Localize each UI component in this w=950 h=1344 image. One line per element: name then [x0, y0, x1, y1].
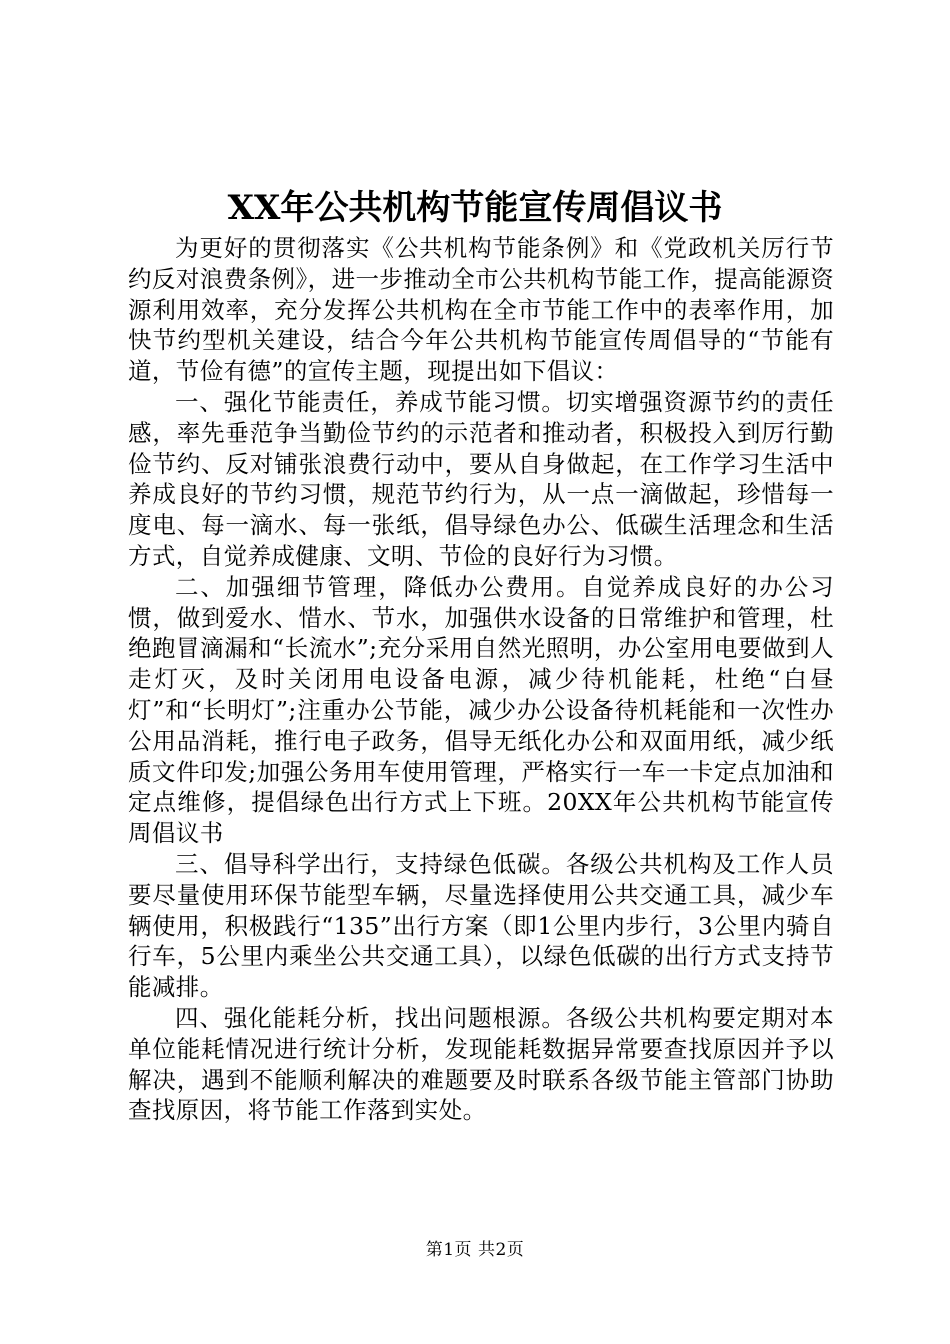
paragraph-item-1: 一、强化节能责任，养成节能习惯。切实增强资源节约的责任感，率先垂范争当勤俭节约的示范者和推动者，积极投入到厉行勤俭节约、反对铺张浪费行动中，要从自身做起，在工作学习生活中养成良好的节约习惯，规范节约行为，从一点一滴做起，珍惜每一度电、每一滴水、每一张纸，倡导绿色办公、低碳生活理念和生活方式，自觉养成健康、文明、节俭的良好行为习惯。 — [128, 387, 834, 570]
paragraph-item-3: 三、倡导科学出行，支持绿色低碳。各级公共机构及工作人员要尽量使用环保节能型车辆，尽量选择使用公共交通工具，减少车辆使用，积极践行“135”出行方案（即1公里内步行，3公里内骑自行车，5公里内乘坐公共交通工具），以绿色低碳的出行方式支持节能减排。 — [128, 849, 834, 1002]
document-body — [128, 233, 834, 1126]
document-title: XX年公共机构节能宣传周倡议书 — [227, 188, 723, 228]
paragraph-item-4: 四、强化能耗分析，找出问题根源。各级公共机构要定期对本单位能耗情况进行统计分析，发现能耗数据异常要查找原因并予以解决，遇到不能顺利解决的难题要及时联系各级节能主管部门协助查找原因，将节能工作落到实处。 — [128, 1003, 834, 1125]
paragraph-item-2: 二、加强细节管理，降低办公费用。自觉养成良好的办公习惯，做到爱水、惜水、节水，加强供水设备的日常维护和管理，杜绝跑冒滴漏和“长流水”;充分采用自然光照明，办公室用电要做到人走灯灭，及时关闭用电设备电源，减少待机能耗，杜绝“白昼灯”和“长明灯”;注重办公节能，减少办公设备待机耗能和一次性办公用品消耗，推行电子政务，倡导无纸化办公和双面用纸，减少纸质文件印发;加强公务用车使用管理，严格实行一车一卡定点加油和定点维修，提倡绿色出行方式上下班。20XX年公共机构节能宣传周倡议书 — [128, 572, 834, 848]
paragraph-intro: 为更好的贯彻落实《公共机构节能条例》和《党政机关厉行节约反对浪费条例》，进一步推动全市公共机构节能工作，提高能源资源利用效率，充分发挥公共机构在全市节能工作中的表率作用，加快节约型机关建设，结合今年公共机构节能宣传周倡导的“节能有道，节俭有德”的宣传主题，现提出如下倡议： — [128, 234, 834, 386]
page-number-footer: 第1页 共2页 — [425, 1240, 525, 1260]
